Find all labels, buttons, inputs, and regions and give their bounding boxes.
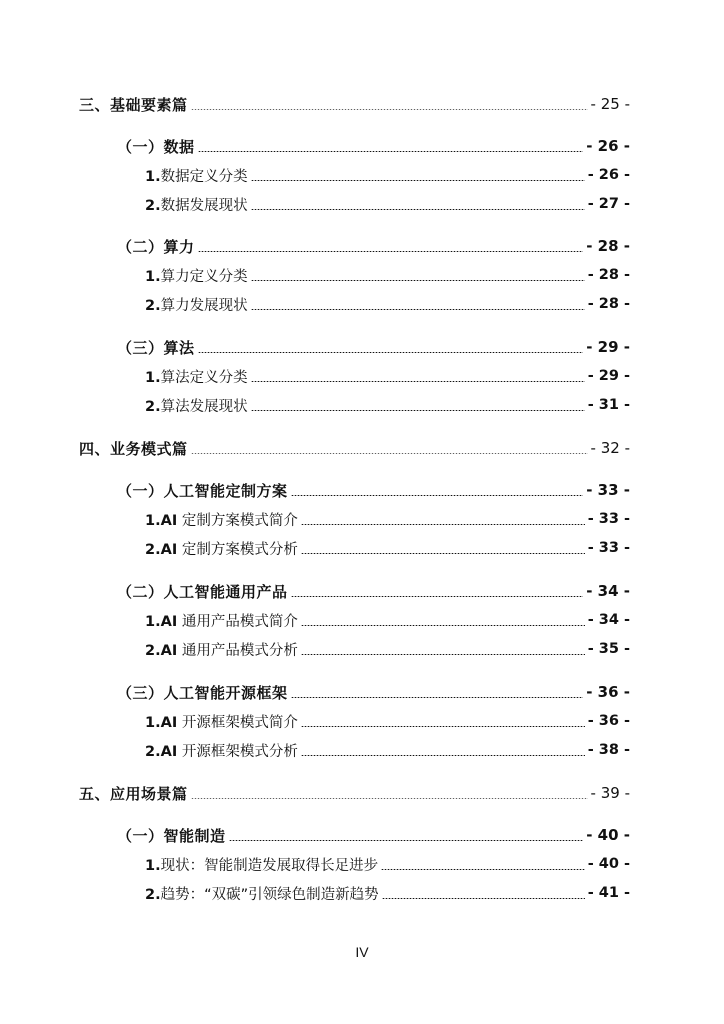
toc-entry-text: 算力发展现状 [160,297,248,314]
toc-entry-title [145,509,298,530]
toc-entry-page: - 39 - [590,784,630,802]
toc-entry-level-3[interactable] [145,264,630,286]
toc-entry-page: - 38 - [587,742,630,758]
toc-entry-level-3[interactable] [145,739,630,761]
toc-entry-title [79,94,188,115]
toc-entry-level-1[interactable] [79,782,630,804]
toc-entry-level-1[interactable] [79,437,630,459]
toc-entry-page: - 34 - [587,612,630,628]
dot-leader [191,798,588,799]
toc-entry-title [117,682,288,703]
dot-leader [191,109,588,110]
toc-entry-text: （一）智能制造 [117,826,226,845]
toc-entry-page: - 26 - [587,167,630,183]
toc-entry-number: 2. [145,398,161,415]
toc-entry-number: 2. [145,297,161,314]
toc-entry-title [117,136,195,157]
toc-entry-text: 数据发展现状 [160,197,248,214]
toc-entry-level-2[interactable] [117,681,630,703]
dot-leader [198,151,584,152]
toc-entry-title [117,581,288,602]
toc-entry-title [145,265,248,286]
toc-entry-level-3[interactable] [145,638,630,660]
toc-entry-page: - 31 - [587,397,630,413]
toc-entry-level-3[interactable] [145,508,630,530]
toc-entry-level-3[interactable] [145,609,630,631]
toc-entry-title [79,783,188,804]
toc-entry-page: - 28 - [587,267,630,283]
toc-entry-text: （三）人工智能开源框架 [117,683,288,702]
toc-entry-text: 算法发展现状 [160,398,248,415]
dot-leader [291,596,584,597]
toc-entry-text: （二）算力 [117,237,195,256]
toc-entry-level-2[interactable] [117,479,630,501]
toc-entry-level-3[interactable] [145,710,630,732]
toc-entry-level-3[interactable] [145,164,630,186]
toc-entry-title [145,366,248,387]
dot-leader [251,309,585,310]
toc-entry-page: - 34 - [586,582,630,600]
dot-leader [251,280,585,281]
toc-entry-page: - 40 - [586,826,630,844]
toc-entry-text: 四、业务模式篇 [79,439,188,458]
toc-entry-number: 1. [145,268,161,285]
dot-leader [291,697,584,698]
toc-entry-page: - 29 - [586,338,630,356]
toc-entry-text: （三）算法 [117,338,195,357]
toc-entry-number: 2.AI [145,642,178,659]
toc-entry-title [145,740,298,761]
toc-entry-text: 五、应用场景篇 [79,784,188,803]
toc-entry-title [145,165,248,186]
dot-leader [301,625,585,626]
toc-entry-title [145,711,298,732]
toc-entry-page: - 33 - [587,540,630,556]
toc-entry-level-2[interactable] [117,824,630,846]
page-number: IV [355,944,369,960]
toc-entry-title [117,825,226,846]
dot-leader [301,755,585,756]
toc-entry-page: - 28 - [586,237,630,255]
toc-entry-level-2[interactable] [117,135,630,157]
toc-entry-level-3[interactable] [145,394,630,416]
dot-leader [381,869,585,870]
dot-leader [301,524,585,525]
toc-entry-page: - 41 - [587,885,630,901]
toc-entry-number: 2.AI [145,541,178,558]
dot-leader [251,381,585,382]
toc-entry-text: 算法定义分类 [160,369,248,386]
toc-entry-text: 通用产品模式简介 [177,613,298,630]
toc-entry-page: - 27 - [587,196,630,212]
toc-entry-text: 定制方案模式分析 [177,541,298,558]
toc-entry-text: 三、基础要素篇 [79,95,188,114]
toc-entry-text: （一）人工智能定制方案 [117,481,288,500]
dot-leader [291,495,584,496]
dot-leader [229,840,584,841]
toc-entry-number: 1.AI [145,714,178,731]
toc-entry-text: 算力定义分类 [160,268,248,285]
toc-entry-level-3[interactable] [145,293,630,315]
toc-entry-text: （二）人工智能通用产品 [117,582,288,601]
toc-entry-level-2[interactable] [117,580,630,602]
toc-entry-title [117,480,288,501]
toc-entry-number: 2. [145,197,161,214]
toc-entry-title [145,294,248,315]
toc-entry-page: - 36 - [587,713,630,729]
toc-entry-title [117,337,195,358]
toc-entry-title [145,610,298,631]
toc-entry-page: - 29 - [587,368,630,384]
toc-entry-level-3[interactable] [145,193,630,215]
toc-entry-page: - 33 - [586,481,630,499]
toc-entry-number: 1. [145,168,161,185]
toc-entry-page: - 35 - [587,641,630,657]
toc-entry-level-2[interactable] [117,336,630,358]
toc-entry-title [117,236,195,257]
toc-entry-level-2[interactable] [117,235,630,257]
toc-entry-level-1[interactable] [79,93,630,115]
toc-entry-title [145,194,248,215]
toc-entry-page: - 40 - [587,856,630,872]
toc-entry-text: （一）数据 [117,137,195,156]
toc-entry-title [145,538,298,559]
toc-entry-page: - 25 - [590,95,630,113]
dot-leader [382,898,585,899]
toc-entry-page: - 36 - [586,683,630,701]
toc-entry-text: 开源框架模式分析 [177,743,298,760]
toc-entry-number: 1.AI [145,613,178,630]
toc-entry-level-3[interactable] [145,537,630,559]
toc-entry-text: 现状：智能制造发展取得长足进步 [160,857,379,874]
toc-entry-title [145,854,378,875]
toc-entry-text: 趋势：“双碳”引领绿色制造新趋势 [160,886,379,903]
toc-entry-level-3[interactable] [145,365,630,387]
toc-entry-level-3[interactable] [145,853,630,875]
dot-leader [301,553,585,554]
toc-entry-text: 通用产品模式分析 [177,642,298,659]
toc-entry-title [79,438,188,459]
dot-leader [251,410,585,411]
toc-entry-number: 1. [145,369,161,386]
toc-entry-page: - 32 - [590,439,630,457]
toc-entry-text: 数据定义分类 [160,168,248,185]
toc-entry-text: 开源框架模式简介 [177,714,298,731]
dot-leader [301,726,585,727]
toc-entry-number: 1.AI [145,512,178,529]
toc-entry-page: - 33 - [587,511,630,527]
toc-entry-number: 2. [145,886,161,903]
toc-entry-title [145,639,298,660]
toc-entry-number: 1. [145,857,161,874]
toc-entry-text: 定制方案模式简介 [177,512,298,529]
dot-leader [198,251,584,252]
dot-leader [198,352,584,353]
dot-leader [301,654,585,655]
toc-entry-page: - 28 - [587,296,630,312]
toc-entry-title [145,883,379,904]
dot-leader [191,453,588,454]
toc-entry-level-3[interactable] [145,882,630,904]
toc-entry-page: - 26 - [586,137,630,155]
dot-leader [251,180,585,181]
dot-leader [251,209,585,210]
toc-entry-title [145,395,248,416]
toc-entry-number: 2.AI [145,743,178,760]
